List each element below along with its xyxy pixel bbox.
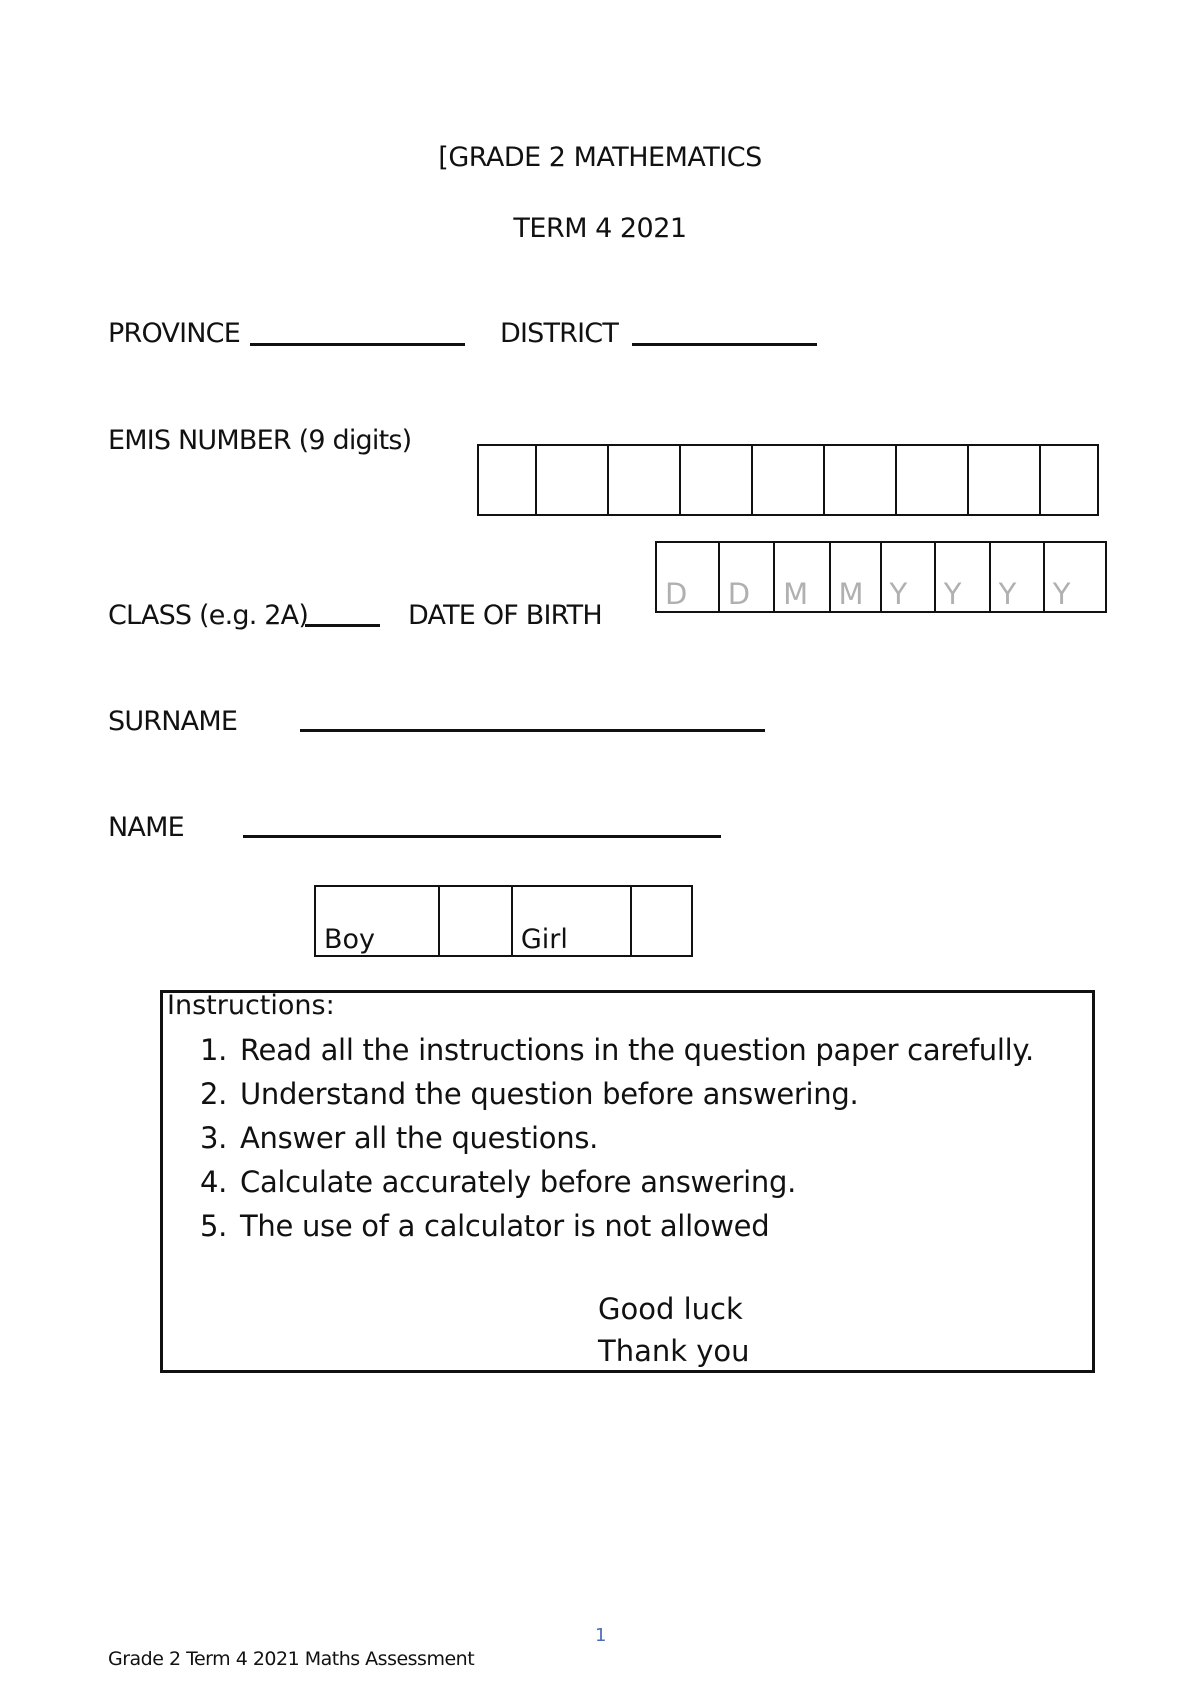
page-title: [GRADE 2 MATHEMATICS	[438, 142, 762, 173]
emis-digit-box[interactable]	[536, 445, 608, 515]
surname-field[interactable]	[300, 729, 765, 732]
dob-day-box[interactable]: D	[719, 542, 774, 612]
name-field[interactable]	[243, 835, 721, 838]
thank-you-text: Thank you	[598, 1334, 750, 1368]
instruction-item: 2. Understand the question before answering.	[200, 1077, 859, 1111]
dob-year-box[interactable]: Y	[935, 542, 990, 612]
dob-month-box[interactable]: M	[774, 542, 829, 612]
girl-checkbox[interactable]	[631, 886, 692, 956]
emis-number-grid	[477, 444, 1099, 516]
instruction-item: 5. The use of a calculator is not allowed	[200, 1209, 770, 1243]
province-label: PROVINCE	[108, 318, 240, 349]
date-of-birth-grid	[655, 541, 1107, 613]
dob-day-box[interactable]: D	[656, 542, 719, 612]
province-field[interactable]	[250, 343, 465, 346]
emis-digit-box[interactable]	[1040, 445, 1098, 515]
page-number: 1	[595, 1625, 607, 1646]
district-field[interactable]	[632, 343, 817, 346]
emis-digit-box[interactable]	[824, 445, 896, 515]
emis-digit-box[interactable]	[752, 445, 824, 515]
surname-label: SURNAME	[108, 706, 238, 737]
emis-digit-box[interactable]	[680, 445, 752, 515]
class-label: CLASS (e.g. 2A)	[108, 600, 309, 631]
dob-year-box[interactable]: Y	[990, 542, 1044, 612]
emis-digit-box[interactable]	[968, 445, 1040, 515]
dob-month-box[interactable]: M	[830, 542, 881, 612]
boy-label: Boy	[315, 886, 439, 956]
footer-text: Grade 2 Term 4 2021 Maths Assessment	[108, 1648, 475, 1670]
instructions-title: Instructions:	[167, 990, 335, 1021]
boy-checkbox[interactable]	[439, 886, 511, 956]
dob-year-box[interactable]: Y	[881, 542, 935, 612]
gender-grid	[314, 885, 693, 957]
emis-digit-box[interactable]	[478, 445, 536, 515]
instruction-item: 3. Answer all the questions.	[200, 1121, 599, 1155]
name-label: NAME	[108, 812, 184, 843]
instruction-item: 4. Calculate accurately before answering.	[200, 1165, 796, 1199]
term-subtitle: TERM 4 2021	[513, 213, 687, 244]
emis-digit-box[interactable]	[608, 445, 680, 515]
class-field[interactable]	[305, 624, 380, 627]
emis-digit-box[interactable]	[896, 445, 968, 515]
emis-label: EMIS NUMBER (9 digits)	[108, 425, 412, 456]
district-label: DISTRICT	[500, 318, 619, 349]
instructions-list	[200, 1028, 1034, 1248]
instruction-item: 1. Read all the instructions in the question paper carefully.	[200, 1033, 1034, 1067]
dob-label: DATE OF BIRTH	[408, 600, 602, 631]
girl-label: Girl	[512, 886, 631, 956]
good-luck-text: Good luck	[598, 1292, 743, 1326]
dob-year-box[interactable]: Y	[1044, 542, 1106, 612]
